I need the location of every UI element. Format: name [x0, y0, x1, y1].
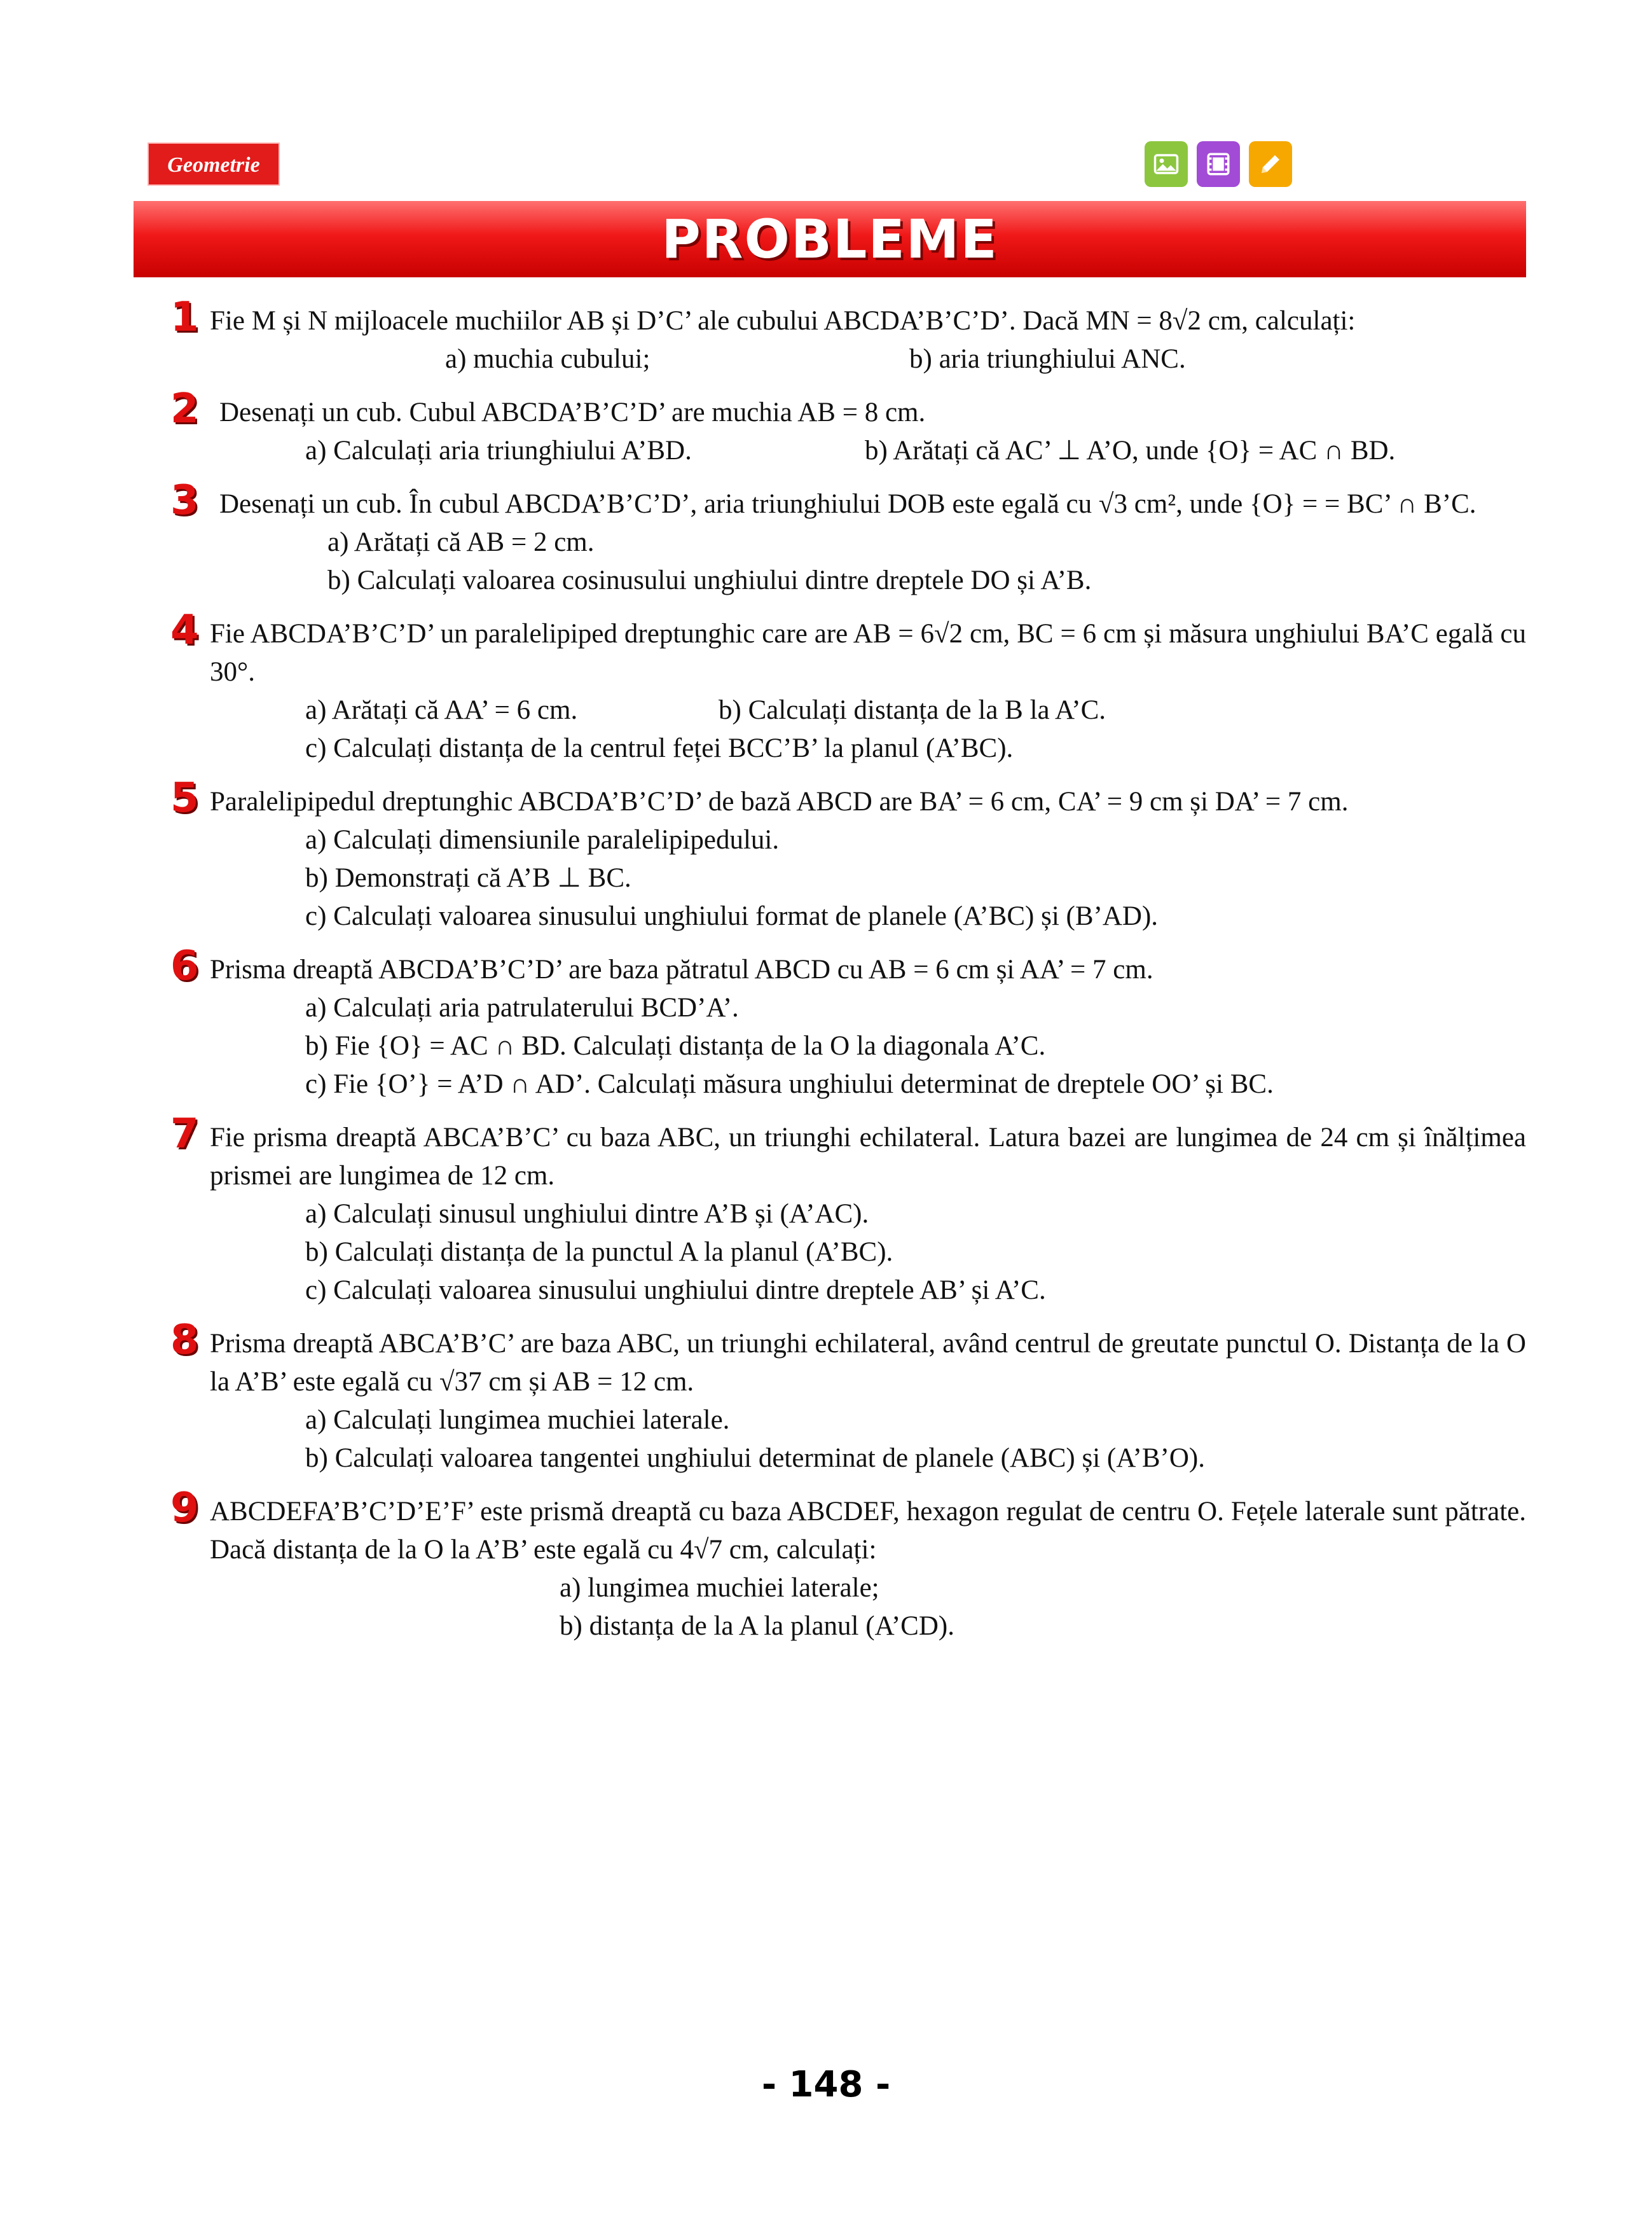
- problem-statement: Fie M și N mijloacele muchiilor AB și D’C’ ale cubului ABCDA’B’C’D’. Dacă MN = 8√2 cm, calculați:: [210, 306, 1356, 336]
- problem-statement: Fie ABCDA’B’C’D’ un paralelipiped dreptunghic care are AB = 6√2 cm, BC = 6 cm și măsura unghiului BA’C egală cu 30°.: [210, 619, 1526, 687]
- problem-parts: [305, 432, 1526, 470]
- problem-8: [159, 1317, 1526, 1478]
- section-title: PROBLEME: [661, 208, 998, 270]
- part-a: a) Calculați dimensiunile paralelipipedului.: [305, 825, 780, 855]
- problem-statement: Paralelipipedul dreptunghic ABCDA’B’C’D’ de bază ABCD are BA’ = 6 cm, CA’ = 9 cm și DA’ = 7 cm.: [210, 787, 1349, 817]
- part-a: a) Calculați aria triunghiului A’BD.: [305, 436, 692, 466]
- part-c: c) Calculați distanța de la centrul feței BCC’B’ la planul (A’BC).: [305, 733, 1014, 763]
- pencil-icon[interactable]: [1249, 141, 1292, 187]
- problem-number: 1: [170, 294, 199, 341]
- problem-number: 9: [170, 1485, 199, 1532]
- toolbar-icons: [1145, 141, 1292, 187]
- part-a: a) lungimea muchiei laterale;: [560, 1573, 879, 1603]
- problem-number: 5: [170, 775, 199, 822]
- part-c: c) Calculați valoarea sinusului unghiului dintre dreptele AB’ și A’C.: [305, 1275, 1046, 1305]
- chapter-tag: Geometrie: [148, 142, 280, 186]
- problem-list: [159, 294, 1526, 1661]
- problem-parts: [445, 340, 1526, 378]
- part-b: b) Fie {O} = AC ∩ BD. Calculați distanța de la O la diagonala A’C.: [305, 1031, 1046, 1061]
- problem-7: [159, 1111, 1526, 1310]
- part-a: a) Arătați că AA’ = 6 cm.: [305, 695, 578, 725]
- problem-3: [159, 477, 1526, 600]
- part-c: c) Calculați valoarea sinusului unghiului format de planele (A’BC) și (B’AD).: [305, 901, 1159, 931]
- part-b: b) aria triunghiului ANC.: [909, 344, 1186, 374]
- problem-number: 4: [170, 607, 199, 654]
- problem-9: [159, 1485, 1526, 1645]
- problem-number: 7: [170, 1111, 199, 1158]
- problem-5: [159, 775, 1526, 936]
- part-b: b) Arătați că AC’ ⊥ A’O, unde {O} = AC ∩ BD.: [865, 436, 1396, 466]
- part-b: b) Calculați valoarea cosinusului unghiului dintre dreptele DO și A’B.: [327, 565, 1092, 595]
- image-icon[interactable]: [1145, 141, 1188, 187]
- problem-1: [159, 294, 1526, 378]
- part-b: b) Demonstrați că A’B ⊥ BC.: [305, 863, 631, 893]
- part-a: a) Calculați lungimea muchiei laterale.: [305, 1405, 730, 1435]
- part-a: a) Arătați că AB = 2 cm.: [327, 527, 595, 557]
- problem-statement: Desenați un cub. Cubul ABCDA’B’C’D’ are muchia AB = 8 cm.: [219, 398, 926, 427]
- problem-statement: Desenați un cub. În cubul ABCDA’B’C’D’, aria triunghiului DOB este egală cu √3 cm², unde {O} = = BC’ ∩ B’C.: [219, 489, 1476, 519]
- part-b: b) Calculați distanța de la punctul A la planul (A’BC).: [305, 1237, 893, 1267]
- problem-statement: ABCDEFA’B’C’D’E’F’ este prismă dreaptă cu baza ABCDEF, hexagon regulat de centru O. Fețele laterale sunt pătrate. Dacă distanța de la O la A’B’ este egală cu 4√7 cm, calculați:: [210, 1497, 1526, 1565]
- film-icon[interactable]: [1197, 141, 1240, 187]
- part-b: b) Calculați distanța de la B la A’C.: [719, 695, 1106, 725]
- problem-parts: [305, 691, 1526, 730]
- problem-number: 8: [170, 1317, 199, 1364]
- problem-statement: Fie prisma dreaptă ABCA’B’C’ cu baza ABC, un triunghi echilateral. Latura bazei are lungimea de 24 cm și înălțimea prismei are lungimea de 12 cm.: [210, 1123, 1526, 1191]
- problem-number: 6: [170, 943, 199, 990]
- part-a: a) muchia cubului;: [445, 344, 650, 374]
- part-b: b) Calculați valoarea tangentei unghiului determinat de planele (ABC) și (A’B’O).: [305, 1443, 1205, 1473]
- problem-2: [159, 385, 1526, 470]
- section-banner: [134, 201, 1526, 277]
- problem-statement: Prisma dreaptă ABCA’B’C’ are baza ABC, un triunghi echilateral, având centrul de greutate punctul O. Distanța de la O la A’B’ este egală cu √37 cm și AB = 12 cm.: [210, 1329, 1526, 1397]
- part-a: a) Calculați sinusul unghiului dintre A’B și (A’AC).: [305, 1199, 869, 1229]
- part-a: a) Calculați aria patrulaterului BCD’A’.: [305, 993, 739, 1023]
- page-number: - 148 -: [761, 2064, 891, 2105]
- problem-number: 2: [170, 385, 199, 433]
- part-b: b) distanța de la A la planul (A’CD).: [560, 1611, 954, 1641]
- problem-6: [159, 943, 1526, 1104]
- problem-number: 3: [170, 477, 199, 524]
- problem-4: [159, 607, 1526, 768]
- problem-statement: Prisma dreaptă ABCDA’B’C’D’ are baza pătratul ABCD cu AB = 6 cm și AA’ = 7 cm.: [210, 955, 1153, 985]
- part-c: c) Fie {O’} = A’D ∩ AD’. Calculați măsura unghiului determinat de dreptele OO’ și BC.: [305, 1069, 1274, 1099]
